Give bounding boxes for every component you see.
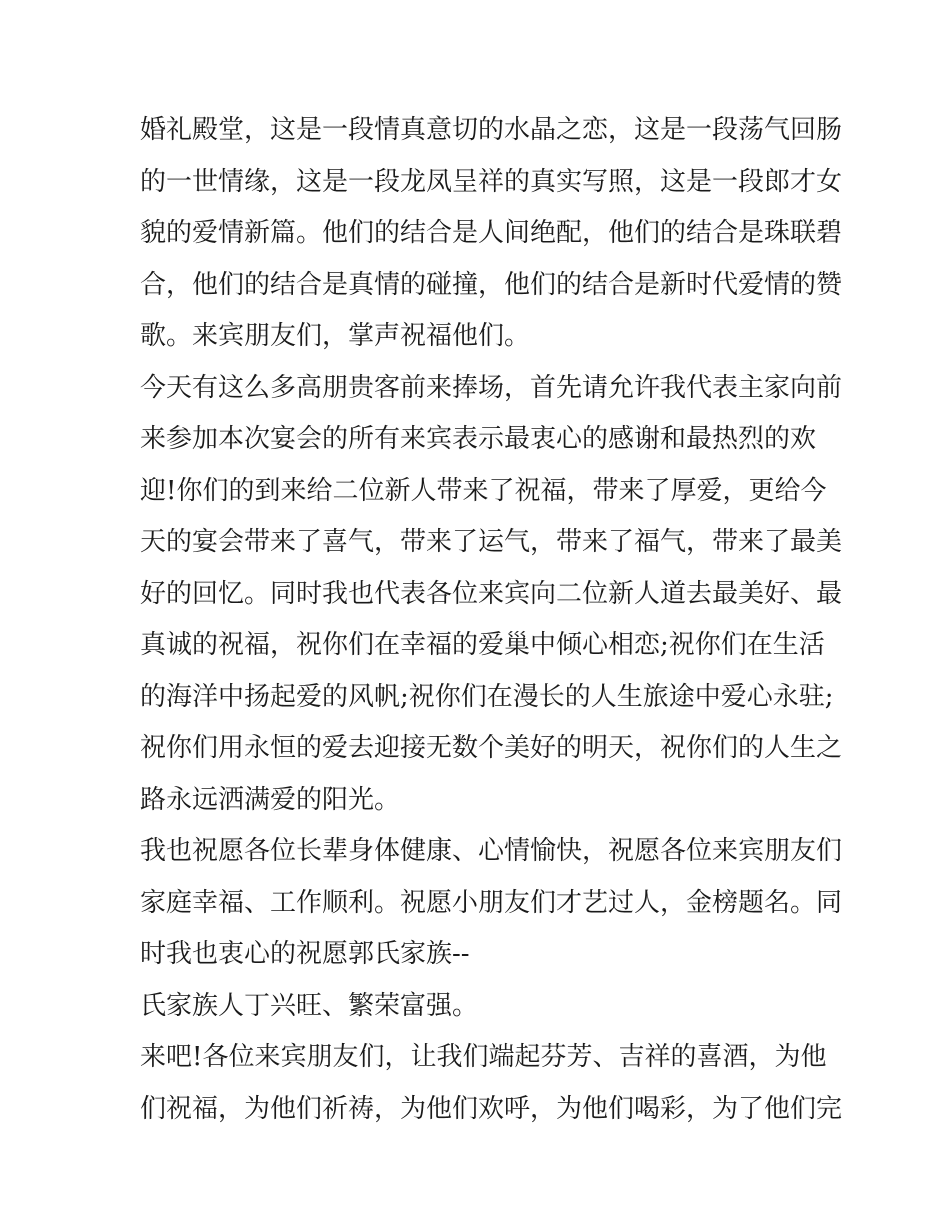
text-line: 合，他们的结合是真情的碰撞，他们的结合是新时代爱情的赞 [140, 269, 843, 300]
text-line: 来吧!各位来宾朋友们，让我们端起芬芳、吉祥的喜酒，为他 [140, 1042, 827, 1072]
document-body [140, 105, 843, 1135]
text-line: 的一世情缘，这是一段龙凤呈祥的真实写照，这是一段郎才女 [140, 166, 843, 197]
text-line: 的海洋中扬起爱的风帆;祝你们在漫长的人生旅途中爱心永驻; [140, 681, 834, 712]
text-line: 氏家族人丁兴旺、繁荣富强。 [140, 990, 479, 1021]
text-line: 我也祝愿各位长辈身体健康、心情愉快，祝愿各位来宾朋友们 [140, 836, 843, 866]
text-line: 歌。来宾朋友们，掌声祝福他们。 [140, 321, 531, 351]
text-line: 迎!你们的到来给二位新人带来了祝福，带来了厚爱，更给今 [140, 475, 827, 506]
text-line: 们祝福，为他们祈祷，为他们欢呼，为他们喝彩，为了他们完 [140, 1093, 843, 1124]
text-line: 好的回忆。同时我也代表各位来宾向二位新人道去最美好、最 [140, 578, 843, 609]
text-line: 貌的爱情新篇。他们的结合是人间绝配，他们的结合是珠联碧 [140, 218, 843, 248]
text-line: 今天有这么多高朋贵客前来捧场，首先请允许我代表主家向前 [140, 372, 843, 403]
text-line: 祝你们用永恒的爱去迎接无数个美好的明天，祝你们的人生之 [140, 733, 843, 763]
text-line: 婚礼殿堂，这是一段情真意切的水晶之恋，这是一段荡气回肠 [140, 115, 843, 145]
text-line: 来参加本次宴会的所有来宾表示最衷心的感谢和最热烈的欢 [140, 424, 817, 454]
text-line: 真诚的祝福，祝你们在幸福的爱巢中倾心相恋;祝你们在生活 [140, 630, 825, 660]
text-line: 家庭幸福、工作顺利。祝愿小朋友们才艺过人，金榜题名。同 [140, 887, 843, 918]
text-line: 时我也衷心的祝愿郭氏家族-- [140, 939, 470, 969]
text-line: 路永远洒满爱的阳光。 [140, 784, 401, 815]
text-line: 天的宴会带来了喜气，带来了运气，带来了福气，带来了最美 [140, 527, 843, 557]
